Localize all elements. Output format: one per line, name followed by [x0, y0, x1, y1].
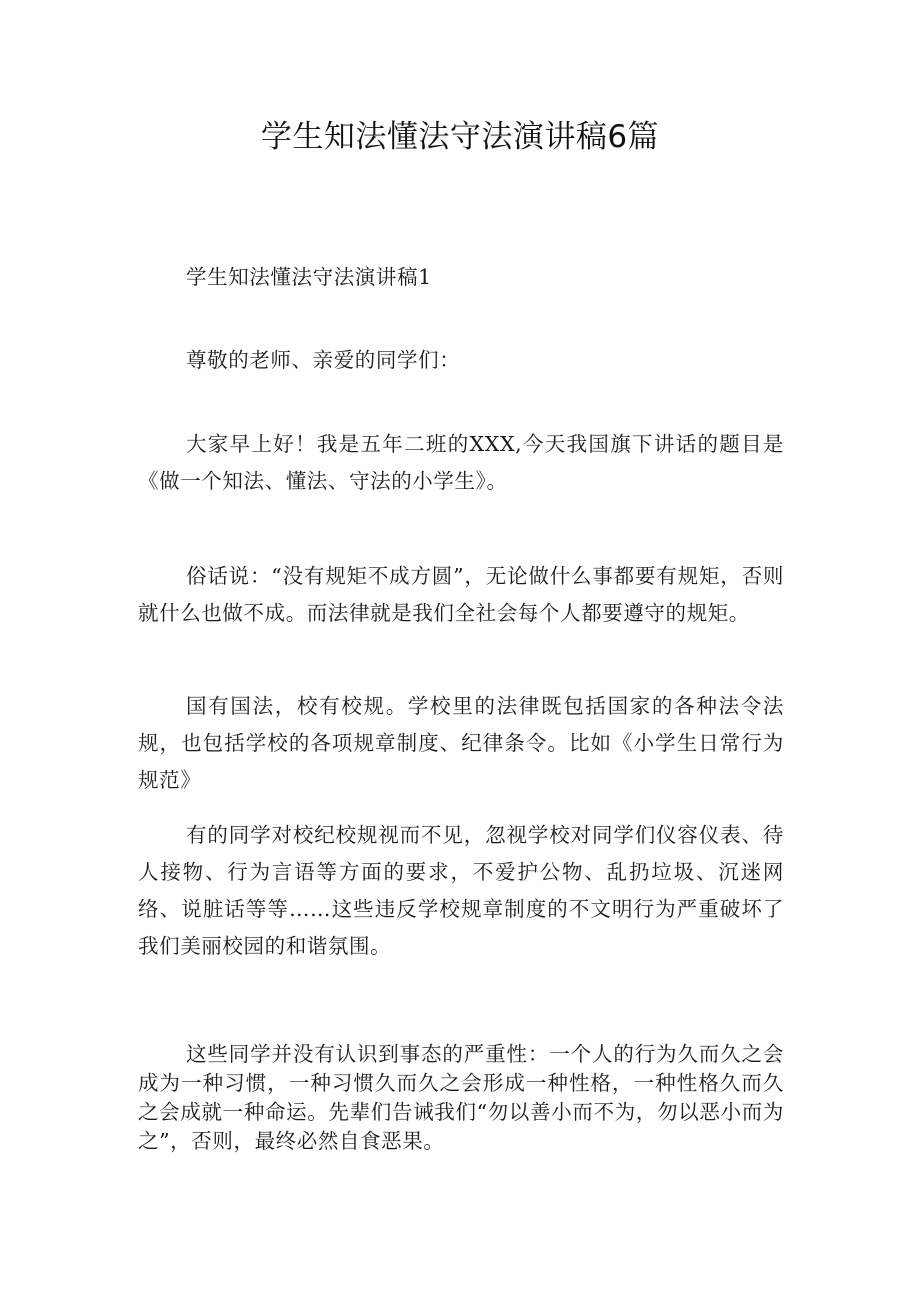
- greeting-paragraph: 尊敬的老师、亲爱的同学们：: [186, 348, 461, 372]
- proverb-paragraph: 俗话说：“没有规矩不成方圆”，无论做什么事都要有规矩，否则就什么也做不成。而法律就是我们全社会每个人都要遵守的规矩。: [138, 564, 784, 625]
- intro-paragraph: 大家早上好！我是五年二班的XXX,今天我国旗下讲话的题目是《做一个知法、懂法、守法的小学生》。: [138, 432, 784, 493]
- rules-paragraph: 国有国法，校有校规。学校里的法律既包括国家的各种法令法规，也包括学校的各项规章制度、纪律条令。比如《小学生日常行为规范》: [138, 694, 784, 792]
- document-title: 学生知法懂法守法演讲稿6篇: [260, 119, 660, 155]
- violations-paragraph: 有的同学对校纪校规视而不见，忽视学校对同学们仪容仪表、待人接物、行为言语等方面的要求，不爱护公物、乱扔垃圾、沉迷网络、说脏话等等……这些违反学校规章制度的不文明行为严重破坏了我们美丽校园的和谐氛围。: [138, 823, 784, 958]
- warning-paragraph: 这些同学并没有认识到事态的严重性：一个人的行为久而久之会成为一种习惯，一种习惯久而久之会形成一种性格，一种性格久而久之会成就一种命运。先辈们告诫我们“勿以善小而不为，勿以恶小而为之”，否则，最终必然自食恶果。: [138, 1042, 784, 1153]
- section-heading: 学生知法懂法守法演讲稿1: [186, 265, 432, 289]
